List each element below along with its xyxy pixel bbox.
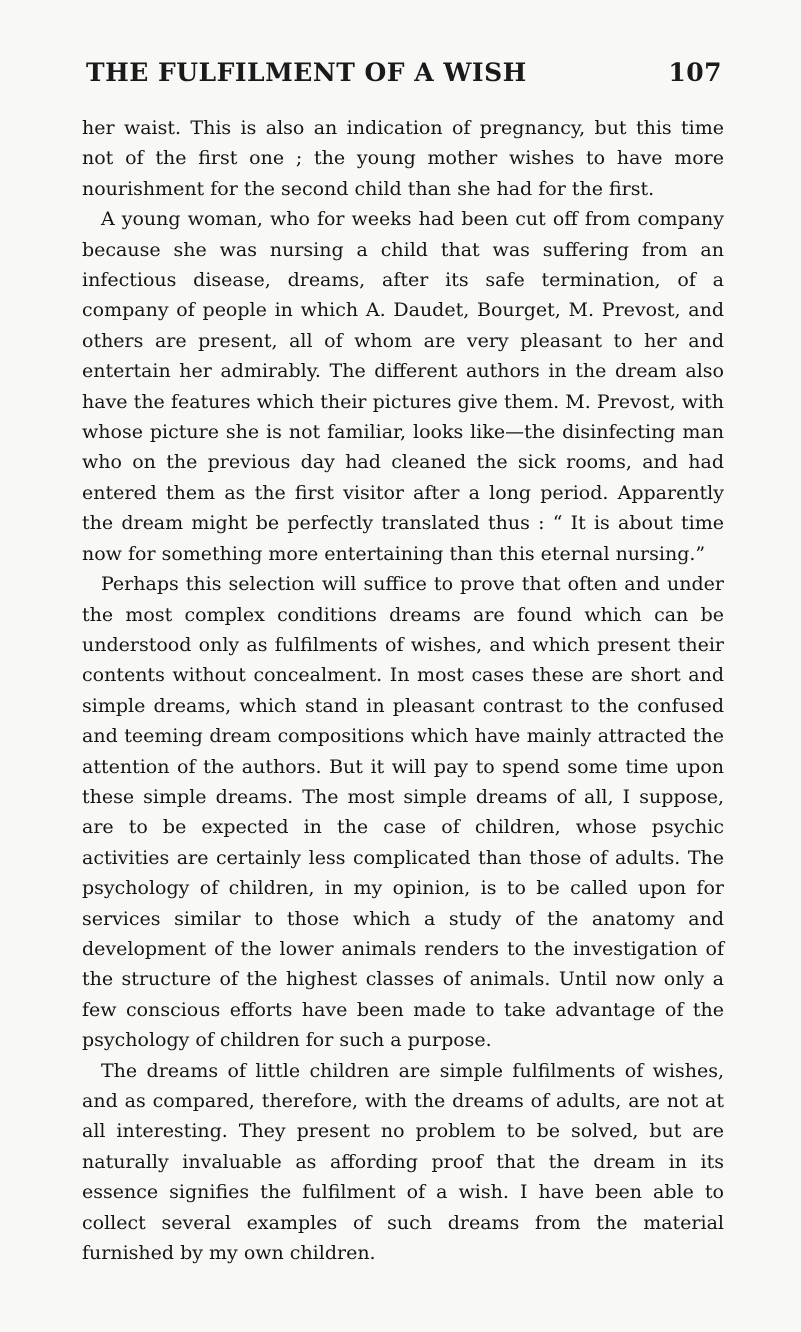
paragraph-continuation: her waist. This is also an indication of pregnancy, but this time not of the first one ; the young mother wishes to have more nourishment for the second child than she had for the first. — [82, 117, 724, 200]
paragraph: The dreams of little children are simple fulfilments of wishes, and as compared, therefore, with the dreams of adults, are not at all interesting. They present no problem to be solved, but are naturally invaluable as affording proof that the dream in its essence signifies the fulfilment of a wish. I have been able to collect several examples of such dreams from the material furnished by my own children. — [82, 1059, 724, 1265]
running-head — [86, 58, 722, 98]
paragraph: Perhaps this selection will suffice to prove that often and under the most complex conditions dreams are found which can be understood only as fulfilments of wishes, and which present their contents without concealment. In most cases these are short and simple dreams, which stand in pleasant contrast to the confused and teeming dream compositions which have mainly attracted the attention of the authors. But it will pay to spend some time upon these simple dreams. The most simple dreams of all, I suppose, are to be expected in the case of children, whose psychic activities are certainly less complicated than those of adults. The psychology of children, in my opinion, is to be called upon for services similar to those which a study of the anatomy and development of the lower animals renders to the investigation of the structure of the highest classes of animals. Until now only a few conscious efforts have been made to take advantage of the psychology of children for such a purpose. — [82, 573, 724, 1052]
chapter-title: THE FULFILMENT OF A WISH — [86, 58, 527, 87]
page-number: 107 — [668, 58, 722, 87]
body-text — [82, 113, 724, 1268]
paragraph: A young woman, who for weeks had been cut off from company because she was nursing a child that was suffering from an infectious disease, dreams, after its safe termination, of a company of people in which A. Daudet, Bourget, M. Prevost, and others are present, all of whom are very pleasant to her and entertain her admirably. The different authors in the dream also have the features which their pictures give them. M. Prevost, with whose picture she is not familiar, looks like—the disinfecting man who on the previous day had cleaned the sick rooms, and had entered them as the first visitor after a long period. Apparently the dream might be perfectly translated thus : “ It is about time now for something more entertaining than this eternal nursing.” — [82, 208, 724, 565]
